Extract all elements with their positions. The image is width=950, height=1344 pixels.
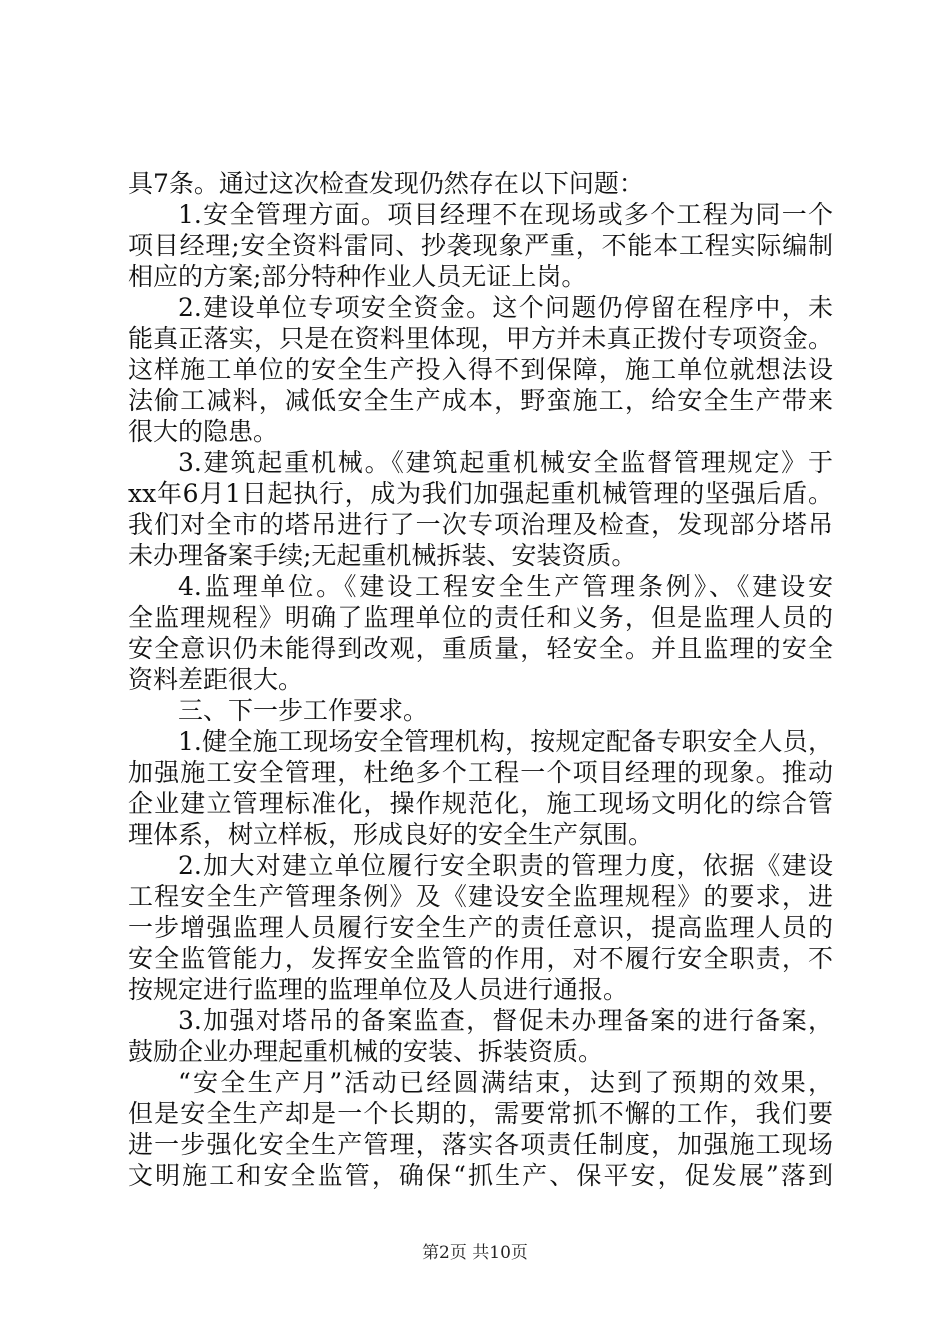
text-line: 一步增强监理人员履行安全生产的责任意识，提高监理人员的 xyxy=(128,913,833,942)
text-line: 具7条。通过这次检查发现仍然存在以下问题： xyxy=(128,169,644,198)
text-line: 1.安全管理方面。项目经理不在现场或多个工程为同一个 xyxy=(178,200,833,229)
text-line: 安全监管能力，发挥安全监管的作用，对不履行安全职责，不 xyxy=(128,944,833,973)
text-line: 安全意识仍未能得到改观，重质量，轻安全。并且监理的安全 xyxy=(128,634,833,663)
text-line: 很大的隐患。 xyxy=(128,417,279,446)
text-line: 2.加大对建立单位履行安全职责的管理力度，依据《建设 xyxy=(178,851,833,880)
text-line: 理体系，树立样板，形成良好的安全生产氛围。 xyxy=(128,820,654,849)
text-line: 文明施工和安全监管，确保“抓生产、保平安，促发展”落到 xyxy=(128,1161,833,1190)
text-line: 3.加强对塔吊的备案监查，督促未办理备案的进行备案， xyxy=(178,1006,833,1035)
text-line: “安全生产月”活动已经圆满结束，达到了预期的效果， xyxy=(178,1068,833,1097)
text-line: 2.建设单位专项安全资金。这个问题仍停留在程序中，未 xyxy=(178,293,833,322)
text-line: 这样施工单位的安全生产投入得不到保障，施工单位就想法设 xyxy=(128,355,833,384)
text-line: 我们对全市的塔吊进行了一次专项治理及检查，发现部分塔吊 xyxy=(128,510,833,539)
text-line: 4.监理单位。《建设工程安全生产管理条例》、《建设安 xyxy=(178,572,833,601)
text-line: 按规定进行监理的监理单位及人员进行通报。 xyxy=(128,975,629,1004)
text-line: 能真正落实，只是在资料里体现，甲方并未真正拨付专项资金。 xyxy=(128,324,833,353)
document-body xyxy=(128,168,833,1191)
text-line: 企业建立管理标准化，操作规范化，施工现场文明化的综合管 xyxy=(128,789,833,818)
text-line: xx年6月1日起执行，成为我们加强起重机械管理的坚强后盾。 xyxy=(128,479,833,508)
text-line: 鼓励企业办理起重机械的安装、拆装资质。 xyxy=(128,1037,604,1066)
text-line: 相应的方案;部分特种作业人员无证上岗。 xyxy=(128,262,587,291)
text-line: 加强施工安全管理，杜绝多个工程一个项目经理的现象。推动 xyxy=(128,758,833,787)
text-line: 三、下一步工作要求。 xyxy=(178,696,429,725)
text-line: 但是安全生产却是一个长期的，需要常抓不懈的工作，我们要 xyxy=(128,1099,833,1128)
text-line: 工程安全生产管理条例》及《建设安全监理规程》的要求，进 xyxy=(128,882,833,911)
text-line: 3.建筑起重机械。《建筑起重机械安全监督管理规定》于 xyxy=(178,448,833,477)
text-line: 全监理规程》明确了监理单位的责任和义务，但是监理人员的 xyxy=(128,603,833,632)
text-line: 未办理备案手续;无起重机械拆装、安装资质。 xyxy=(128,541,637,570)
text-line: 资料差距很大。 xyxy=(128,665,304,694)
text-line: 项目经理;安全资料雷同、抄袭现象严重，不能本工程实际编制 xyxy=(128,231,833,260)
text-line: 法偷工减料，减低安全生产成本，野蛮施工，给安全生产带来 xyxy=(128,386,833,415)
text-line: 1.健全施工现场安全管理机构，按规定配备专职安全人员， xyxy=(178,727,833,756)
page-number-footer: 第2页 共10页 xyxy=(422,1243,528,1263)
text-line: 进一步强化安全生产管理，落实各项责任制度，加强施工现场 xyxy=(128,1130,833,1159)
